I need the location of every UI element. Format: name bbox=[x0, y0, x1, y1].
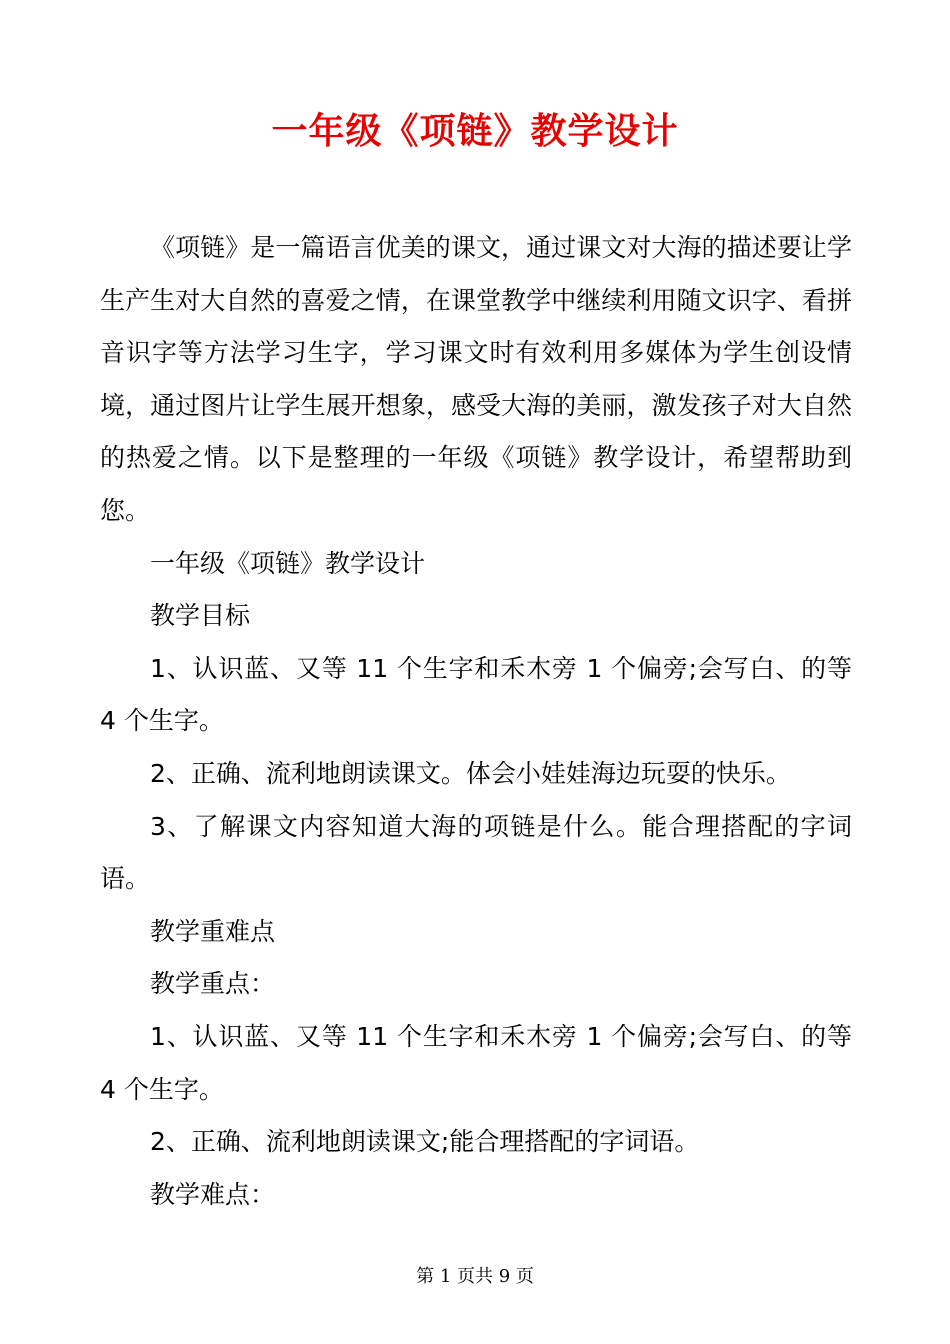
heading-difficult-points: 教学难点： bbox=[150, 1179, 276, 1209]
document-title: 一年级《项链》教学设计 bbox=[271, 111, 679, 152]
heading-key-difficult-points: 教学重难点 bbox=[150, 916, 276, 946]
key-point-item-2: 2、正确、流利地朗读课文;能合理搭配的字词语。 bbox=[150, 1127, 700, 1157]
paragraph-subtitle: 一年级《项链》教学设计 bbox=[150, 548, 426, 578]
goal-item-2: 2、正确、流利地朗读课文。体会小娃娃海边玩耍的快乐。 bbox=[150, 758, 791, 788]
heading-key-points: 教学重点： bbox=[150, 969, 276, 999]
goal-item-1: 1、认识蓝、又等 11 个生字和禾木旁 1 个偏旁;会写白、的等 4 个生字。 bbox=[100, 653, 852, 736]
document-body bbox=[100, 222, 852, 1221]
paragraph-intro: 《项链》是一篇语言优美的课文，通过课文对大海的描述要让学生产生对大自然的喜爱之情，在课堂教学中继续利用随文识字、看拼音识字等方法学习生字，学习课文时有效利用多媒体为学生创设情境，通过图片让学生展开想象，感受大海的美丽，激发孩子对大自然的热爱之情。以下是整理的一年级《项链》教学设计，希望帮助到您。 bbox=[100, 233, 852, 525]
heading-teaching-goals: 教学目标 bbox=[150, 601, 251, 631]
key-point-item-1: 1、认识蓝、又等 11 个生字和禾木旁 1 个偏旁;会写白、的等 4 个生字。 bbox=[100, 1021, 852, 1104]
page-footer: 第 1 页共 9 页 bbox=[416, 1266, 534, 1287]
goal-item-3: 3、了解课文内容知道大海的项链是什么。能合理搭配的字词语。 bbox=[100, 811, 852, 894]
